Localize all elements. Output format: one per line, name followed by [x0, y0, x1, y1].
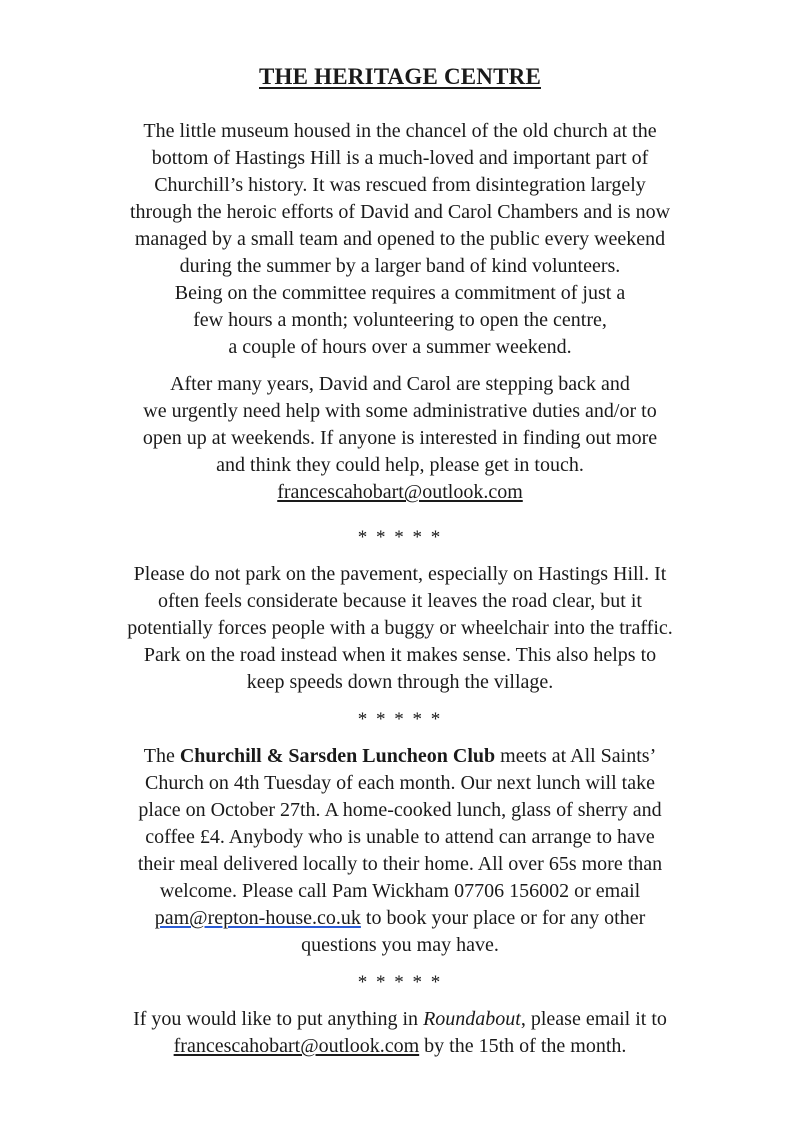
text-line [0, 905, 800, 932]
roundabout-paragraph [0, 1006, 800, 1060]
text-line: often feels considerate because it leaves the road clear, but it [158, 590, 642, 612]
text-line [0, 1033, 800, 1060]
publication-name: Roundabout [423, 1008, 521, 1030]
text-fragment: to book your place or for any other [360, 907, 646, 929]
text-line: Churchill’s history. It was rescued from disintegration largely [154, 174, 646, 196]
text-line: welcome. Please call Pam Wickham 07706 156002 or email [159, 880, 641, 902]
text-line: place on October 27th. A home-cooked lunch, glass of sherry and [138, 799, 662, 821]
spacer [0, 506, 800, 524]
spacer [0, 361, 800, 371]
heritage-paragraph-2 [0, 371, 800, 506]
luncheon-email-link[interactable]: pam@repton-house.co.uk [154, 907, 361, 929]
text-line: questions you may have. [301, 934, 499, 956]
text-line: Being on the committee requires a commitment of just a [174, 282, 626, 304]
spacer [0, 551, 800, 561]
text-line: Please do not park on the pavement, especially on Hastings Hill. It [133, 563, 667, 585]
parking-paragraph [0, 561, 800, 696]
text-line: Park on the road instead when it makes sense. This also helps to [143, 644, 657, 666]
spacer [0, 696, 800, 706]
text-line: The little museum housed in the chancel of the old church at the [143, 120, 657, 142]
text-line: open up at weekends. If anyone is interested in finding out more [142, 427, 658, 449]
text-line [0, 479, 800, 506]
text-line: bottom of Hastings Hill is a much-loved and important part of [151, 147, 649, 169]
club-name: Churchill & Sarsden Luncheon Club [179, 745, 496, 767]
text-line: few hours a month; volunteering to open the centre, [193, 309, 607, 331]
section-separator: * * * * * [357, 527, 443, 548]
text-line: through the heroic efforts of David and Carol Chambers and is now [129, 201, 671, 223]
text-line: Church on 4th Tuesday of each month. Our next lunch will take [145, 772, 655, 794]
section-separator: * * * * * [357, 709, 443, 730]
text-fragment: meets at All Saints’ [495, 745, 657, 767]
text-line [0, 743, 800, 770]
text-line: After many years, David and Carol are stepping back and [170, 373, 630, 395]
text-line: potentially forces people with a buggy or wheelchair into the traffic. [127, 617, 673, 639]
spacer [0, 996, 800, 1006]
section-separator: * * * * * [357, 972, 443, 993]
page-title: THE HERITAGE CENTRE [259, 64, 541, 89]
text-line: their meal delivered locally to their home. All over 65s more than [137, 853, 663, 875]
text-line [0, 1006, 800, 1033]
text-fragment: by the 15th of the month. [419, 1035, 627, 1057]
roundabout-email-link[interactable]: francescahobart@outlook.com [173, 1035, 420, 1057]
heritage-email-link[interactable]: francescahobart@outlook.com [277, 481, 523, 503]
text-line: coffee £4. Anybody who is unable to attend can arrange to have [145, 826, 655, 848]
text-line: during the summer by a larger band of kind volunteers. [179, 255, 621, 277]
text-line: a couple of hours over a summer weekend. [228, 336, 572, 358]
text-line: managed by a small team and opened to the public every weekend [134, 228, 666, 250]
heritage-paragraph-1 [0, 118, 800, 361]
luncheon-paragraph [0, 743, 800, 959]
text-fragment: , please email it to [520, 1008, 667, 1030]
text-fragment: The [143, 745, 180, 767]
text-line: we urgently need help with some administrative duties and/or to [143, 400, 657, 422]
text-fragment: If you would like to put anything in [133, 1008, 424, 1030]
spacer [0, 959, 800, 969]
spacer [0, 733, 800, 743]
text-line: keep speeds down through the village. [246, 671, 554, 693]
text-line: and think they could help, please get in touch. [216, 454, 584, 476]
